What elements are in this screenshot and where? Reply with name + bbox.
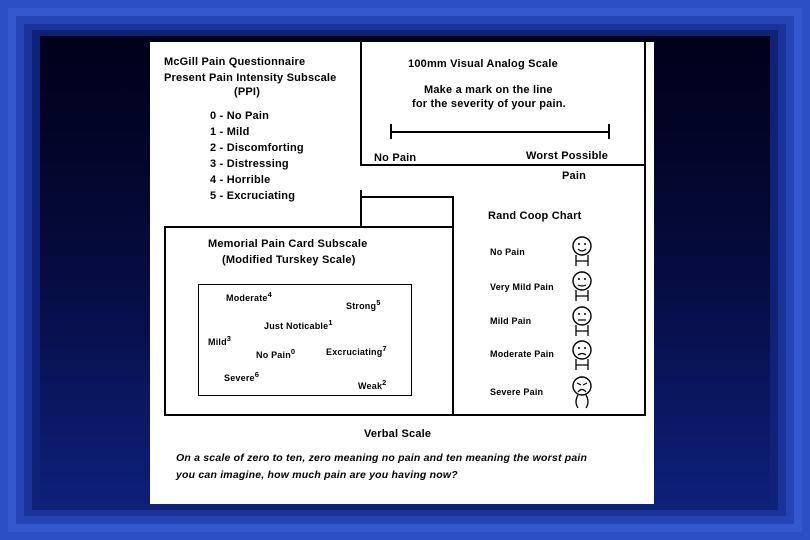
mcgill-title-line-2: Present Pain Intensity Subscale (164, 72, 337, 84)
face-moderate-pain-icon (568, 338, 600, 372)
vas-right-tick (608, 124, 610, 139)
rand-item-no-pain: No Pain (490, 247, 525, 257)
vas-left-tick (390, 124, 392, 139)
divider-memorial-left (164, 226, 166, 414)
divider-rand-left (452, 196, 454, 414)
memorial-word-severe: Severe$^6$ (224, 370, 260, 383)
mcgill-item-5: 5 - Excruciating (210, 190, 296, 202)
verbal-text-line-1: On a scale of zero to ten, zero meaning no pain and ten meaning the worst pain (176, 452, 588, 464)
memorial-word-no-pain: No Pain$^0$ (256, 347, 296, 360)
rand-item-mild: Mild Pain (490, 316, 532, 326)
memorial-title-line-2: (Modified Turskey Scale) (222, 254, 356, 266)
divider-memorial-top (164, 226, 454, 228)
memorial-word-mild: Mild$^3$ (208, 334, 232, 347)
face-mild-pain-icon (568, 304, 600, 338)
vas-instruction-line-1: Make a mark on the line (424, 84, 553, 96)
memorial-word-weak: Weak$^2$ (358, 378, 387, 391)
divider-right-edge (644, 42, 646, 414)
memorial-word-excruciating: Excruciating$^7$ (326, 344, 387, 357)
mcgill-item-4: 4 - Horrible (210, 174, 271, 186)
mcgill-item-0: 0 - No Pain (210, 110, 270, 122)
memorial-word-strong: Strong$^5$ (346, 298, 381, 311)
pain-scales-document (150, 42, 654, 504)
rand-item-severe: Severe Pain (490, 387, 544, 397)
mcgill-item-2: 2 - Discomforting (210, 142, 304, 154)
verbal-title: Verbal Scale (364, 428, 432, 440)
face-no-pain-icon (568, 234, 600, 268)
divider-verbal-top (164, 414, 646, 416)
mcgill-item-3: 3 - Distressing (210, 158, 289, 170)
vas-line[interactable] (390, 131, 610, 133)
vas-right-label-line-2: Pain (562, 170, 587, 182)
memorial-word-moderate: Moderate$^4$ (226, 290, 272, 303)
verbal-text-line-2: you can imagine, how much pain are you having now? (176, 469, 458, 481)
vas-title: 100mm Visual Analog Scale (408, 58, 558, 70)
rand-title: Rand Coop Chart (488, 210, 582, 222)
vas-left-label: No Pain (374, 152, 417, 164)
face-severe-pain-icon (568, 374, 600, 410)
vas-right-label-line-1: Worst Possible (526, 150, 609, 162)
face-very-mild-pain-icon (568, 269, 600, 303)
mcgill-title-line-1: McGill Pain Questionnaire (164, 56, 306, 68)
divider-vertical-top (360, 42, 362, 164)
divider-vas-bottom (360, 164, 646, 166)
memorial-word-just-noticable: Just Noticable$^1$ (264, 318, 333, 331)
rand-item-moderate: Moderate Pain (490, 349, 555, 359)
divider-mid-horizontal (360, 196, 454, 198)
mcgill-item-1: 1 - Mild (210, 126, 250, 138)
rand-item-very-mild: Very Mild Pain (490, 282, 554, 292)
vas-instruction-line-2: for the severity of your pain. (412, 98, 566, 110)
memorial-title-line-1: Memorial Pain Card Subscale (208, 238, 368, 250)
mcgill-title-line-3: (PPI) (234, 86, 261, 98)
